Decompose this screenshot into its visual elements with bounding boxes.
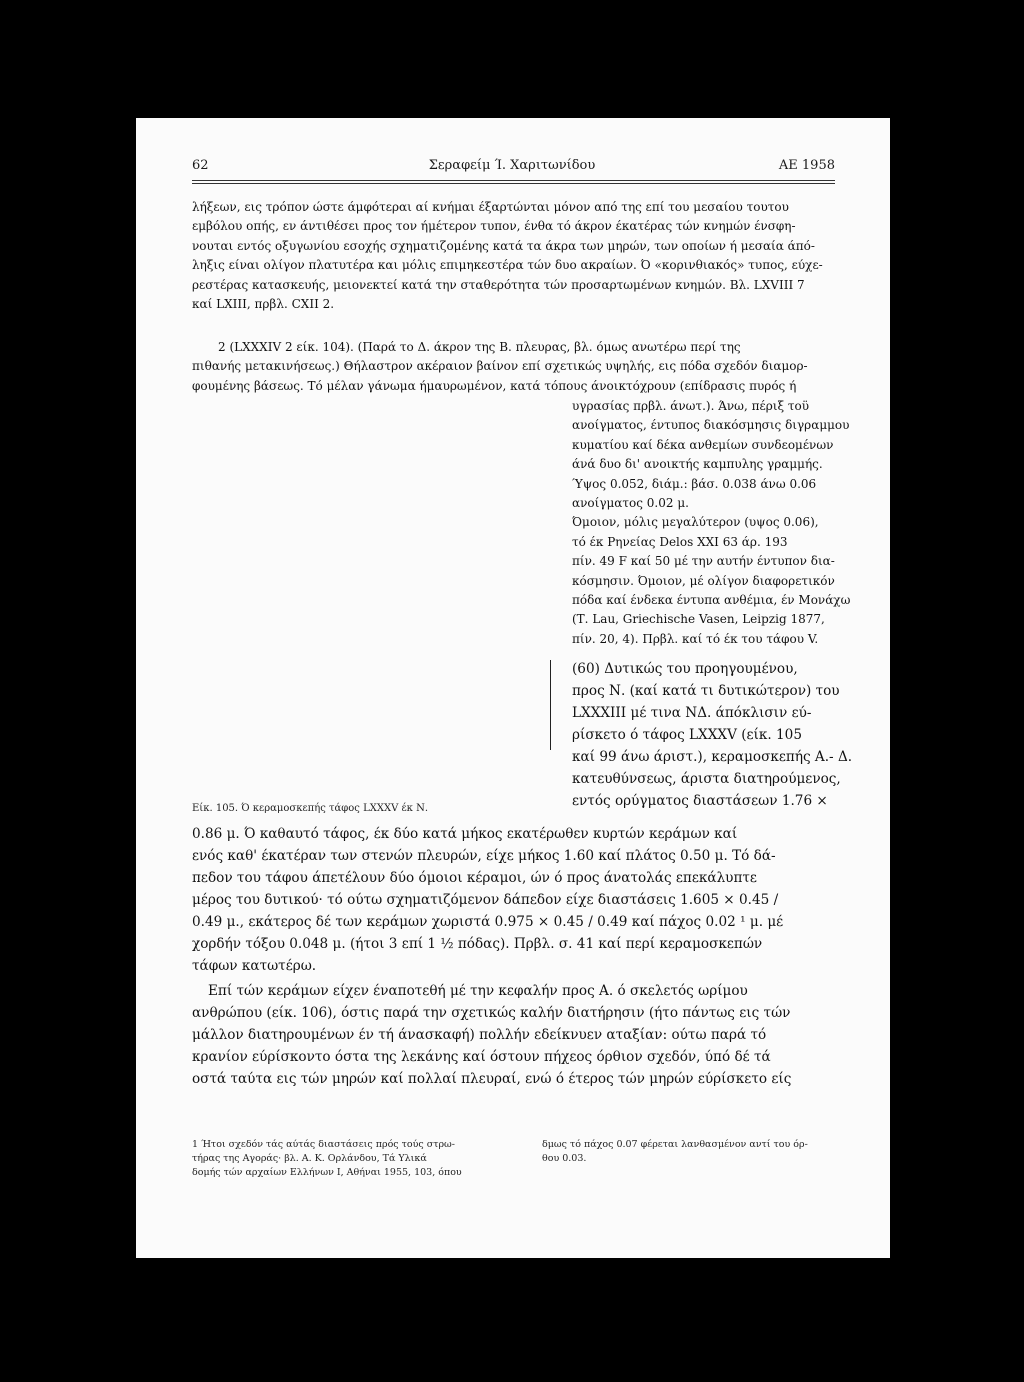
figure-caption: Είκ. 105. Ό κεραμοσκεπής τάφος LXXXV έκ Ν. [192, 803, 429, 814]
text-line: οστά ταύτα εις τών μηρών καί πολλαί πλευραί, ενώ ό έτερος τών μηρών εύρίσκετο είς [192, 1071, 792, 1087]
paragraph-2-right-column [572, 397, 852, 649]
text-line: νουται εντός οξυγωνίου εσοχής σχηματιζομένης κατά τα άκρα των μηρών, των οποίων ή μεσαία άπό- [192, 238, 815, 253]
text-line: προς Ν. (καί κατά τι δυτικώτερον) του [572, 683, 840, 699]
text-line: θου 0.03. [542, 1153, 587, 1164]
text-line: (Τ. Lau, Griechische Vasen, Leipzig 1877, [572, 612, 825, 627]
text-line: εμβόλου οπής, εν άντιθέσει προς τον ήμέτερον τυπον, ένθα τό άκρον έκατέρας τών κνημών ένσφη- [192, 219, 796, 234]
figure-edge [550, 660, 551, 750]
text-line: (60) Δυτικώς του προηγουμένου, [572, 661, 798, 677]
text-line: ρίσκετο ό τάφος LXXXV (είκ. 105 [572, 727, 802, 743]
running-author: Σεραφείμ Ί. Χαριτωνίδου [428, 158, 596, 173]
text-line: δομής τών αρχαίων Ελλήνων Ι, Αθήναι 1955, 103, όπου [192, 1167, 462, 1178]
text-line: εντός ορύγματος διαστάσεων 1.76 × [572, 793, 828, 809]
running-header [192, 158, 835, 178]
text-line: ανθρώπου (είκ. 106), όστις παρά την σχετικώς καλήν διατήρησιν (ήτο πάντως εις τών [192, 1005, 791, 1021]
paragraph-3 [192, 823, 835, 977]
text-line: κυματίου καί δέκα ανθεμίων συνδεομένων [572, 437, 834, 452]
text-line: λήξεων, εις τρόπον ώστε άμφότεραι αί κνήμαι έξαρτώνται μόνον από της επί του μεσαίου τουτου [192, 200, 789, 214]
header-rule [192, 180, 835, 181]
header-rule-second [192, 183, 835, 184]
text-line: ενός καθ' έκατέραν των στενών πλευρών, είχε μήκος 1.60 καί πλάτος 0.50 μ. Τό δά- [192, 848, 776, 864]
text-line: Όμοιον, μόλις μεγαλύτερον (υψος 0.06), [572, 515, 819, 530]
text-line: φουμένης βάσεως. Τό μέλαν γάνωμα ήμαυρωμένον, κατά τόπους άνοικτόχρουν (επίδρασις πυρός ή [192, 378, 797, 393]
text-line: πίν. 49 F καί 50 μέ την αυτήν έντυπον δια- [572, 554, 835, 569]
text-line: τάφων κατωτέρω. [192, 958, 317, 974]
text-line: 0.49 μ., εκάτερος δέ των κεράμων χωριστά 0.975 × 0.45 / 0.49 καί πάχος 0.02 ¹ μ. μέ [192, 914, 784, 930]
journal-reference: ΑΕ 1958 [778, 158, 835, 173]
document-page [136, 118, 890, 1258]
text-line: Επί τών κεράμων είχεν έναποτεθή μέ την κεφαλήν προς Α. ό σκελετός ωρίμου [208, 983, 748, 999]
paragraph-1 [192, 198, 835, 314]
footnote-right [542, 1138, 842, 1166]
text-line: τήρας της Αγοράς· βλ. Α. Κ. Ορλάνδου, Τά Υλικά [192, 1153, 427, 1164]
text-line: ανοίγματος 0.02 μ. [572, 496, 689, 511]
footnote-left [192, 1138, 532, 1180]
text-line: υγρασίας πρβλ. άνωτ.). Άνω, πέριξ τοϋ [572, 399, 810, 413]
text-line: ανοίγματος, έντυπος διακόσμησις διγραμμου [572, 418, 850, 433]
text-line: 2 (LXXXIV 2 είκ. 104). (Παρά το Δ. άκρον της Β. πλευρας, βλ. όμως ανωτέρω περί της [218, 340, 741, 354]
text-line: κατευθύνσεως, άριστα διατηρούμενος, [572, 771, 841, 787]
text-line: καί LXIII, πρβλ. CXII 2. [192, 297, 335, 312]
text-line: μάλλον διατηρουμένων έν τή άνασκαφή) πολλήν εδείκνυεν αταξίαν: ούτω παρά τό [192, 1027, 767, 1043]
paragraph-4 [192, 980, 835, 1090]
text-line: καί 99 άνω άριστ.), κεραμοσκεπής Α.- Δ. [572, 749, 853, 765]
text-line: πόδα καί ένδεκα έντυπα ανθέμια, έν Μονάχω [572, 593, 851, 608]
text-line: πιθανής μετακινήσεως.) Θήλαστρον ακέραιον βαίνον επί σχετικώς υψηλής, εις πόδα σχεδόν διαμορ- [192, 359, 808, 374]
text-line: άνά δυο δι' ανοικτής καμπυλης γραμμής. [572, 457, 823, 472]
text-line: ρεστέρας κατασκευής, μειονεκτεί κατά την σταθερότητα τών προσαρτωμένων κνημών. Βλ. LXVIII 7 [192, 277, 805, 292]
text-line: Ύψος 0.052, διάμ.: βάσ. 0.038 άνω 0.06 [572, 476, 817, 491]
text-line: κρανίον εύρίσκοντο όστα της λεκάνης καί όστουν πήχεος όρθιον σχεδόν, ύπό δέ τά [192, 1049, 771, 1065]
paragraph-3-right-column [572, 658, 872, 812]
text-line: κόσμησιν. Όμοιον, μέ ολίγον διαφορετικόν [572, 573, 835, 588]
page-number: 62 [192, 158, 209, 173]
text-line: πεδον του τάφου άπετέλουν δύο όμοιοι κέραμοι, ών ό προς άνατολάς επεκάλυπτε [192, 870, 757, 886]
text-line: μέρος του δυτικού· τό ούτω σχηματιζόμενον δάπεδον είχε διαστάσεις 1.605 × 0.45 / [192, 892, 779, 908]
text-line: πίν. 20, 4). Πρβλ. καί τό έκ του τάφου V. [572, 631, 819, 646]
text-line: δμως τό πάχος 0.07 φέρεται λανθασμένον αντί του όρ- [542, 1139, 808, 1150]
text-line: ληξις είναι ολίγον πλατυτέρα και μόλις επιμηκεστέρα τών δυο ακραίων. Ό «κορινθιακός» τυπος, εύχε- [192, 258, 823, 273]
text-line: 1 Ήτοι σχεδόν τάς αύτάς διαστάσεις πρός τούς στρω- [192, 1139, 456, 1150]
paragraph-2 [192, 338, 835, 396]
text-line: χορδήν τόξου 0.048 μ. (ήτοι 3 επί 1 ½ πόδας). Πρβλ. σ. 41 καί περί κεραμοσκεπών [192, 936, 763, 952]
text-line: 0.86 μ. Ό καθαυτό τάφος, έκ δύο κατά μήκος εκατέρωθεν κυρτών κεράμων καί [192, 826, 738, 842]
text-line: τό έκ Ρηνείας Delos XXI 63 άρ. 193 [572, 534, 788, 549]
text-line: LXXXIII μέ τινα ΝΔ. άπόκλισιν εύ- [572, 705, 812, 721]
